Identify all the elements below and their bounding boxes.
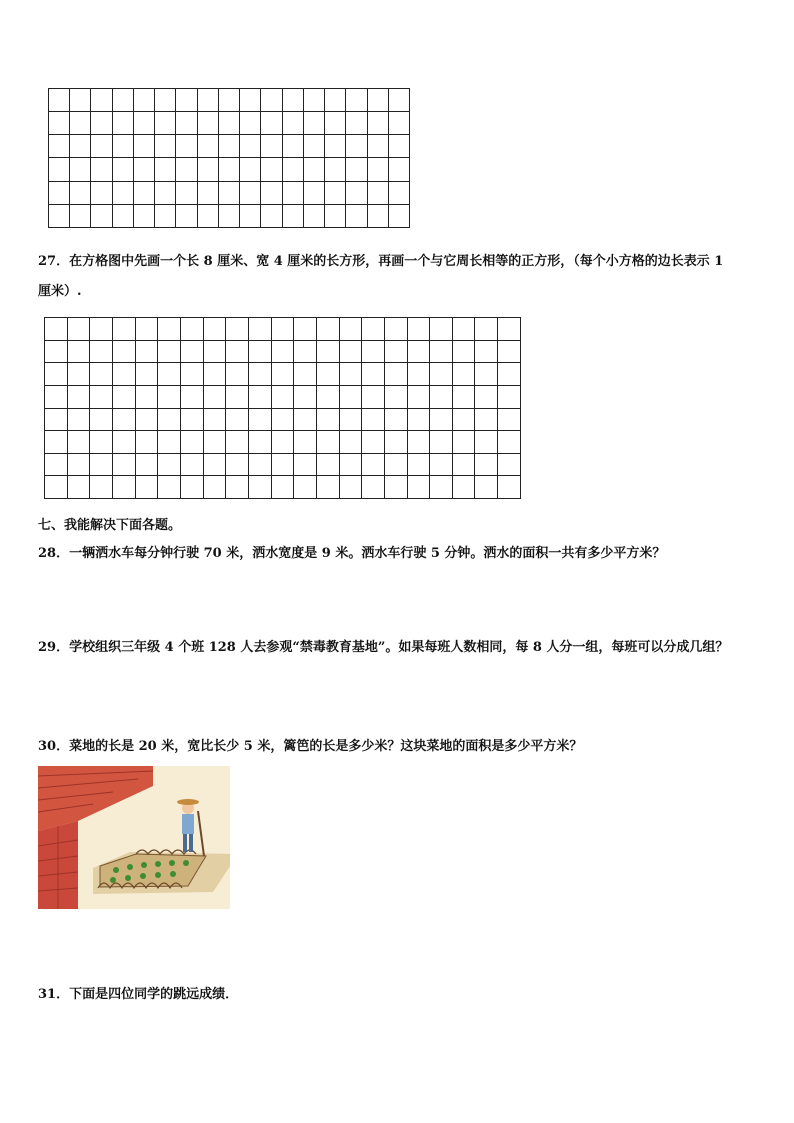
grid-cell (303, 89, 324, 112)
grid-cell (294, 363, 317, 386)
grid-cell (261, 204, 282, 227)
grid-cell (90, 385, 113, 408)
grid-cell (430, 340, 453, 363)
grid-cell (271, 363, 294, 386)
grid-cell (112, 204, 133, 227)
grid-cell (176, 135, 197, 158)
grid-cell (339, 340, 362, 363)
grid-cell (67, 318, 90, 341)
grid-cell (325, 204, 346, 227)
grid-cell (49, 181, 70, 204)
grid-cell (346, 135, 367, 158)
grid-cell (112, 89, 133, 112)
grid-cell (158, 431, 181, 454)
grid-cell (407, 340, 430, 363)
grid-cell (218, 89, 239, 112)
grid-cell (294, 431, 317, 454)
grid-cell (271, 385, 294, 408)
grid-cell (203, 408, 226, 431)
grid-cell (452, 385, 475, 408)
grid-cell (135, 408, 158, 431)
grid-cell (294, 318, 317, 341)
grid-cell (498, 453, 521, 476)
grid-cell (218, 112, 239, 135)
grid-row (45, 340, 521, 363)
grid-cell (203, 340, 226, 363)
grid-cell (218, 135, 239, 158)
grid-cell (407, 476, 430, 499)
question-29: 29．学校组织三年级 4 个班 128 人去参观“禁毒教育基地”。如果每班人数相同，每 8 人分一组，每班可以分成几组？ (38, 640, 729, 655)
grid-cell (388, 89, 409, 112)
grid-cell (452, 340, 475, 363)
grid-cell (271, 476, 294, 499)
grid-cell (282, 89, 303, 112)
grid-cell (180, 408, 203, 431)
grid-cell (316, 476, 339, 499)
grid-cell (45, 453, 68, 476)
grid-cell (339, 408, 362, 431)
grid-cell (325, 135, 346, 158)
grid-cell (362, 431, 385, 454)
grid-cell (70, 204, 91, 227)
grid-cell (197, 204, 218, 227)
grid-cell (271, 453, 294, 476)
grid-cell (67, 363, 90, 386)
grid-cell (294, 453, 317, 476)
grid-cell (91, 112, 112, 135)
grid-cell (67, 431, 90, 454)
grid-cell (384, 340, 407, 363)
grid-cell (218, 158, 239, 181)
grid-cell (112, 181, 133, 204)
grid-cell (133, 204, 154, 227)
grid-cell (49, 135, 70, 158)
section-7-title: 七、我能解决下面各题。 (38, 518, 182, 533)
grid-cell (384, 363, 407, 386)
grid-cell (430, 385, 453, 408)
grid-cell (180, 476, 203, 499)
grid-cell (180, 318, 203, 341)
grid-cell (45, 318, 68, 341)
vegetable-garden-illustration (38, 766, 230, 909)
grid-cell (325, 181, 346, 204)
question-30: 30．菜地的长是 20 米，宽比长少 5 米，篱笆的长是多少米？这块菜地的面积是多少平方米？ (38, 739, 583, 754)
grid-cell (316, 363, 339, 386)
grid-cell (384, 385, 407, 408)
grid-cell (248, 385, 271, 408)
grid-cell (158, 385, 181, 408)
grid-cell (282, 112, 303, 135)
grid-cell (226, 385, 249, 408)
grid-cell (180, 453, 203, 476)
grid-cell (407, 363, 430, 386)
grid-cell (339, 318, 362, 341)
grid-row (45, 318, 521, 341)
grid-cell (67, 476, 90, 499)
grid-cell (176, 204, 197, 227)
grid-cell (475, 340, 498, 363)
grid-cell (203, 453, 226, 476)
grid-cell (388, 135, 409, 158)
grid-cell (430, 318, 453, 341)
grid-cell (248, 453, 271, 476)
grid-cell (384, 453, 407, 476)
grid-cell (70, 158, 91, 181)
grid-cell (155, 204, 176, 227)
grid-cell (180, 340, 203, 363)
grid-cell (498, 408, 521, 431)
grid-cell (155, 112, 176, 135)
grid-cell (133, 181, 154, 204)
grid-cell (475, 385, 498, 408)
grid-cell (203, 318, 226, 341)
grid-cell (294, 408, 317, 431)
grid-cell (367, 204, 388, 227)
grid-cell (475, 431, 498, 454)
grid-cell (498, 476, 521, 499)
grid-cell (133, 112, 154, 135)
grid-cell (294, 340, 317, 363)
grid-cell (384, 431, 407, 454)
grid-cell (367, 112, 388, 135)
grid-cell (112, 385, 135, 408)
grid-cell (218, 204, 239, 227)
grid-cell (388, 158, 409, 181)
grid-row (49, 135, 410, 158)
grid-cell (133, 89, 154, 112)
grid-cell (407, 385, 430, 408)
grid-cell (346, 112, 367, 135)
grid-cell (240, 204, 261, 227)
grid-row (49, 181, 410, 204)
grid-cell (197, 135, 218, 158)
grid-cell (197, 112, 218, 135)
grid-cell (45, 408, 68, 431)
grid-cell (325, 112, 346, 135)
grid-row (45, 363, 521, 386)
grid-cell (367, 89, 388, 112)
grid-cell (430, 363, 453, 386)
grid-cell (430, 476, 453, 499)
grid-21x8 (44, 317, 521, 499)
grid-cell (498, 385, 521, 408)
grid-cell (90, 318, 113, 341)
grid-cell (339, 453, 362, 476)
grid-cell (176, 89, 197, 112)
grid-cell (49, 89, 70, 112)
grid-cell (176, 181, 197, 204)
grid-cell (226, 363, 249, 386)
grid-cell (339, 431, 362, 454)
grid-cell (155, 89, 176, 112)
grid-cell (90, 340, 113, 363)
grid-cell (70, 89, 91, 112)
grid-cell (316, 318, 339, 341)
grid-cell (316, 453, 339, 476)
grid-cell (498, 318, 521, 341)
question-28: 28．一辆洒水车每分钟行驶 70 米，洒水宽度是 9 米。洒水车行驶 5 分钟。洒水的面积一共有多少平方米？ (38, 546, 666, 561)
grid-cell (112, 363, 135, 386)
grid-cell (248, 408, 271, 431)
grid-cell (133, 135, 154, 158)
grid-cell (475, 363, 498, 386)
grid-cell (362, 318, 385, 341)
question-27-line1: 27．在方格图中先画一个长 8 厘米、宽 4 厘米的长方形，再画一个与它周长相等的正方形，（每个小方格的边长表示 1 (38, 254, 724, 269)
grid-cell (112, 340, 135, 363)
grid-cell (362, 363, 385, 386)
grid-cell (498, 363, 521, 386)
grid-cell (248, 431, 271, 454)
grid-cell (339, 385, 362, 408)
grid-cell (407, 408, 430, 431)
grid-cell (91, 181, 112, 204)
grid-cell (226, 453, 249, 476)
grid-cell (90, 363, 113, 386)
grid-cell (271, 340, 294, 363)
grid-row (45, 453, 521, 476)
grid-cell (112, 453, 135, 476)
grid-cell (45, 476, 68, 499)
grid-cell (158, 476, 181, 499)
grid-cell (240, 135, 261, 158)
grid-cell (203, 476, 226, 499)
grid-cell (475, 453, 498, 476)
grid-cell (176, 158, 197, 181)
grid-row (45, 408, 521, 431)
grid-cell (218, 181, 239, 204)
grid-cell (362, 453, 385, 476)
grid-cell (248, 318, 271, 341)
grid-cell (203, 431, 226, 454)
grid-cell (226, 476, 249, 499)
grid-cell (226, 431, 249, 454)
grid-cell (112, 408, 135, 431)
grid-cell (90, 476, 113, 499)
grid-cell (498, 431, 521, 454)
grid-cell (226, 408, 249, 431)
grid-cell (475, 318, 498, 341)
grid-17x6 (48, 88, 410, 228)
grid-cell (384, 408, 407, 431)
grid-cell (248, 363, 271, 386)
grid-cell (325, 158, 346, 181)
grid-row (45, 431, 521, 454)
grid-cell (49, 204, 70, 227)
grid-cell (452, 408, 475, 431)
grid-cell (67, 340, 90, 363)
grid-cell (45, 363, 68, 386)
grid-cell (362, 385, 385, 408)
grid-cell (70, 181, 91, 204)
grid-cell (197, 89, 218, 112)
grid-cell (133, 158, 154, 181)
grid-cell (388, 181, 409, 204)
grid-cell (452, 431, 475, 454)
grid-cell (248, 476, 271, 499)
grid-cell (67, 408, 90, 431)
grid-cell (135, 385, 158, 408)
grid-cell (325, 89, 346, 112)
grid-cell (45, 431, 68, 454)
grid-cell (261, 89, 282, 112)
grid-cell (203, 363, 226, 386)
grid-cell (155, 158, 176, 181)
grid-cell (90, 453, 113, 476)
grid-cell (452, 453, 475, 476)
grid-cell (197, 158, 218, 181)
grid-row (49, 158, 410, 181)
question-27-line2: 厘米）. (38, 284, 82, 299)
grid-cell (271, 431, 294, 454)
grid-cell (180, 385, 203, 408)
grid-cell (67, 385, 90, 408)
grid-cell (452, 476, 475, 499)
grid-cell (112, 158, 133, 181)
grid-cell (261, 135, 282, 158)
grid-cell (362, 340, 385, 363)
grid-cell (452, 363, 475, 386)
grid-cell (158, 318, 181, 341)
grid-cell (45, 340, 68, 363)
grid-cell (70, 112, 91, 135)
grid-cell (339, 363, 362, 386)
grid-cell (407, 431, 430, 454)
grid-cell (346, 158, 367, 181)
grid-cell (346, 181, 367, 204)
grid-cell (282, 181, 303, 204)
grid-cell (388, 204, 409, 227)
grid-cell (158, 340, 181, 363)
grid-cell (339, 476, 362, 499)
grid-cell (49, 112, 70, 135)
grid-cell (303, 204, 324, 227)
grid-cell (384, 476, 407, 499)
grid-cell (135, 453, 158, 476)
grid-cell (90, 408, 113, 431)
grid-cell (91, 204, 112, 227)
grid-row (45, 385, 521, 408)
grid-cell (90, 431, 113, 454)
grid-cell (282, 158, 303, 181)
grid-cell (135, 340, 158, 363)
grid-cell (176, 112, 197, 135)
grid-row (49, 204, 410, 227)
grid-row (49, 112, 410, 135)
grid-cell (70, 135, 91, 158)
grid-cell (367, 135, 388, 158)
grid-cell (282, 135, 303, 158)
grid-cell (197, 181, 218, 204)
grid-cell (430, 408, 453, 431)
grid-row (45, 476, 521, 499)
grid-cell (112, 318, 135, 341)
grid-cell (271, 408, 294, 431)
grid-cell (303, 158, 324, 181)
grid-cell (240, 112, 261, 135)
grid-cell (475, 408, 498, 431)
grid-cell (316, 408, 339, 431)
grid-cell (316, 340, 339, 363)
grid-cell (303, 112, 324, 135)
grid-cell (362, 476, 385, 499)
grid-cell (67, 453, 90, 476)
grid-cell (498, 340, 521, 363)
grid-cell (316, 385, 339, 408)
grid-cell (367, 181, 388, 204)
question-31: 31．下面是四位同学的跳远成绩． (38, 987, 239, 1002)
grid-cell (367, 158, 388, 181)
grid-cell (112, 431, 135, 454)
grid-cell (91, 89, 112, 112)
grid-cell (226, 340, 249, 363)
grid-cell (261, 112, 282, 135)
grid-cell (240, 89, 261, 112)
grid-cell (346, 204, 367, 227)
grid-cell (135, 431, 158, 454)
grid-cell (135, 363, 158, 386)
grid-cell (49, 158, 70, 181)
grid-cell (180, 431, 203, 454)
grid-cell (112, 112, 133, 135)
grid-cell (303, 181, 324, 204)
grid-cell (362, 408, 385, 431)
grid-cell (271, 318, 294, 341)
grid-cell (452, 318, 475, 341)
grid-cell (261, 181, 282, 204)
grid-cell (45, 385, 68, 408)
grid-cell (475, 476, 498, 499)
grid-cell (261, 158, 282, 181)
grid-cell (407, 318, 430, 341)
grid-cell (155, 181, 176, 204)
grid-cell (158, 453, 181, 476)
grid-cell (135, 476, 158, 499)
grid-cell (248, 340, 271, 363)
grid-cell (240, 158, 261, 181)
grid-cell (282, 204, 303, 227)
grid-cell (407, 453, 430, 476)
grid-cell (226, 318, 249, 341)
grid-cell (430, 431, 453, 454)
grid-cell (91, 135, 112, 158)
grid-cell (430, 453, 453, 476)
grid-cell (294, 385, 317, 408)
grid-row (49, 89, 410, 112)
grid-cell (303, 135, 324, 158)
grid-cell (316, 431, 339, 454)
grid-cell (158, 408, 181, 431)
grid-cell (155, 135, 176, 158)
grid-cell (180, 363, 203, 386)
grid-cell (346, 89, 367, 112)
grid-cell (294, 476, 317, 499)
grid-cell (135, 318, 158, 341)
grid-cell (203, 385, 226, 408)
grid-cell (112, 476, 135, 499)
grid-cell (240, 181, 261, 204)
grid-cell (91, 158, 112, 181)
grid-cell (384, 318, 407, 341)
grid-cell (158, 363, 181, 386)
grid-cell (388, 112, 409, 135)
grid-cell (112, 135, 133, 158)
